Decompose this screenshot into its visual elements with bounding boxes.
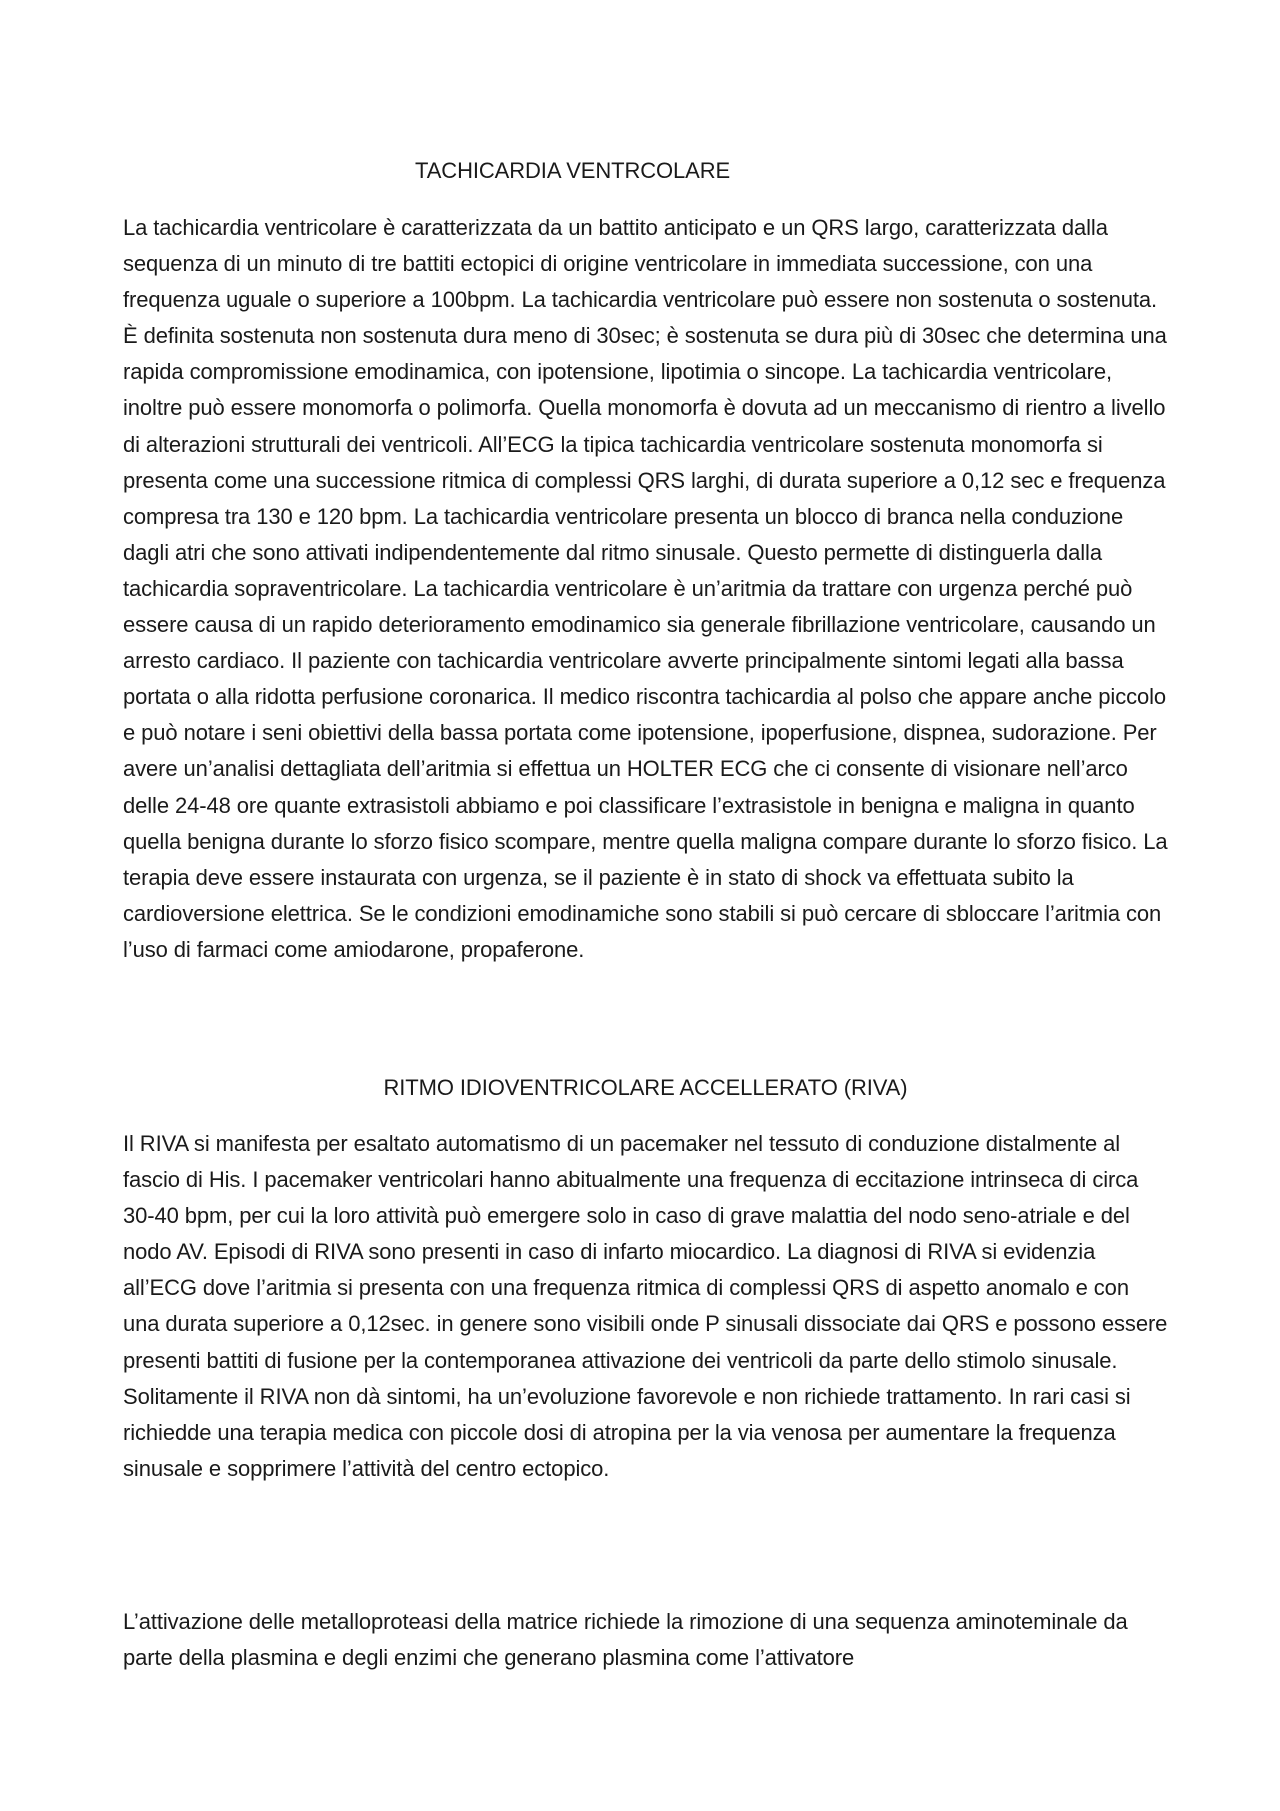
section-title-tachicardia: TACHICARDIA VENTRCOLARE [415, 158, 731, 183]
paragraph-riva: Il RIVA si manifesta per esaltato automatismo di un pacemaker nel tessuto di conduzione distalmente al fascio di His. I pacemaker ventricolari hanno abitualmente una frequenza di eccitazione intrinseca di circa 30-40 bpm, per cui la loro attività può emergere solo in caso di grave malattia del nodo seno-atriale e del nodo AV. Episodi di RIVA sono presenti in caso di infarto miocardico. La diagnosi di RIVA si evidenzia all’ECG dove l’aritmia si presenta con una frequenza ritmica di complessi QRS di aspetto anomalo e con una durata superiore a 0,12sec. in genere sono visibili onde P sinusali dissociate dai QRS e possono essere presenti battiti di fusione per la contemporanea attivazione dei ventricoli da parte dello stimolo sinusale. Solitamente il RIVA non dà sintomi, ha un’evoluzione favorevole e non richiede trattamento. In rari casi si richiedde una terapia medica con piccole dosi di atropina per la via venosa per aumentare la frequenza sinusale e sopprimere l’attività del centro ectopico. [123, 1131, 1168, 1481]
section-title-riva: RITMO IDIOVENTRICOLARE ACCELLERATO (RIVA) [383, 1075, 908, 1100]
paragraph-tachicardia: La tachicardia ventricolare è caratterizzata da un battito anticipato e un QRS largo, caratterizzata dalla sequenza di un minuto di tre battiti ectopici di origine ventricolare in immediata successione, con una frequenza uguale o superiore a 100bpm. La tachicardia ventricolare può essere non sostenuta o sostenuta. È definita sostenuta non sostenuta dura meno di 30sec; è sostenuta se dura più di 30sec che determina una rapida compromissione emodinamica, con ipotensione, lipotimia o sincope. La tachicardia ventricolare, inoltre può essere monomorfa o polimorfa. Quella monomorfa è dovuta ad un meccanismo di rientro a livello di alterazioni strutturali dei ventricoli. All’ECG la tipica tachicardia ventricolare sostenuta monomorfa si presenta come una successione ritmica di complessi QRS larghi, di durata superiore a 0,12 sec e frequenza compresa tra 130 e 120 bpm. La tachicardia ventricolare presenta un blocco di branca nella conduzione dagli atri che sono attivati indipendentemente dal ritmo sinusale. Questo permette di distinguerla dalla tachicardia sopraventricolare. La tachicardia ventricolare è un’aritmia da trattare con urgenza perché può essere causa di un rapido deterioramento emodinamico sia generale fibrillazione ventricolare, causando un arresto cardiaco. Il paziente con tachicardia ventricolare avverte principalmente sintomi legati alla bassa portata o alla ridotta perfusione coronarica. Il medico riscontra tachicardia al polso che appare anche piccolo e può notare i seni obiettivi della bassa portata come ipotensione, ipoperfusione, dispnea, sudorazione. Per avere un’analisi dettagliata dell’aritmia si effettua un HOLTER ECG che ci consente di visionare nell’arco delle 24-48 ore quante extrasistoli abbiamo e poi classificare l’extrasistole in benigna e maligna in quanto quella benigna durante lo sforzo fisico scompare, mentre quella maligna compare durante lo sforzo fisico. La terapia deve essere instaurata con urgenza, se il paziente è in stato di shock va effettuata subito la cardioversione elettrica. Se le condizioni emodinamiche sono stabili si può cercare di sbloccare l’aritmia con l’uso di farmaci come amiodarone, propaferone. [123, 215, 1168, 962]
paragraph-metalloproteasi: L’attivazione delle metalloproteasi della matrice richiede la rimozione di una sequenza aminoteminale da parte della plasmina e degli enzimi che generano plasmina come l’attivatore [123, 1609, 1128, 1671]
